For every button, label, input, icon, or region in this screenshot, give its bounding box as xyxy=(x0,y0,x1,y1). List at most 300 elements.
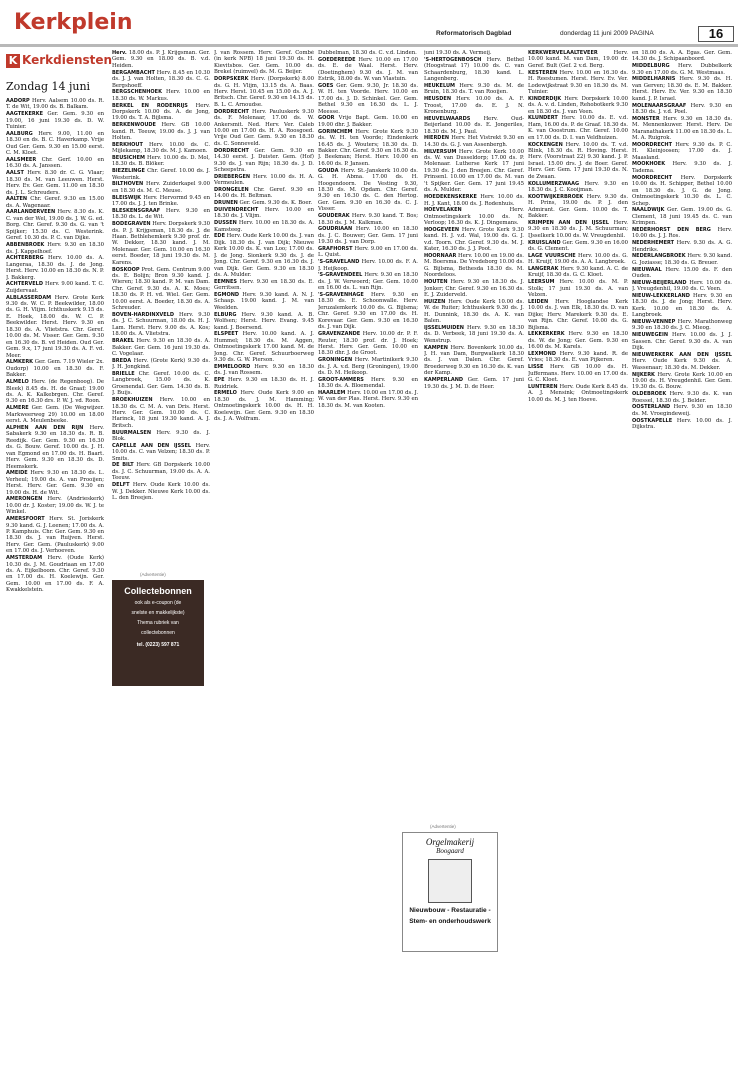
listing-entry xyxy=(6,425,104,470)
listing-entry xyxy=(112,168,210,181)
service-details: Herv. Oude Kerk 8.45 ds. A. J. Mensink; Ontmoetingskerk 10.00 ds. M. J. ten Hoeve. xyxy=(528,383,628,403)
listing-entry xyxy=(112,312,210,338)
listing-entry xyxy=(528,331,628,350)
listing-entry xyxy=(214,76,314,108)
place-name: NAALDWIJK xyxy=(632,207,665,214)
service-details: Ger. Gem. 17 juni 19.30 ds. J. M. D. de Heer. xyxy=(424,377,524,390)
place-name: MIDDELBURG xyxy=(632,63,670,70)
place-name: KESTEREN xyxy=(528,69,558,76)
listing-entry xyxy=(214,174,314,187)
place-name: 'S-HERTOGENBOSCH xyxy=(424,56,482,63)
place-name: BERKHOUT xyxy=(112,141,143,148)
service-details: Herv. 9.30 ds. P. C. H. Kleinjoosen; 17.00 ds. J. Maasland. xyxy=(632,141,732,161)
place-name: GRAFHORST xyxy=(318,245,353,252)
place-name: LEKKERKERK xyxy=(528,331,565,338)
service-details: Herv. Pauluskerk 9.30 ds. F. Molenaar, 17.00 ds. W. Ankersmit. Ned. Herv. Ver. Caleb 10.00 en 17.00 ds. H. A. Roosgoed. Vrije Oud Ger. Gem. 9.30 en 18.30 ds. C. Sonneveld. xyxy=(214,108,314,147)
listing-entry xyxy=(112,371,210,397)
listing-entry xyxy=(632,391,732,404)
listing-entry xyxy=(632,50,732,63)
orgel-line-1: Orgelmakerij xyxy=(425,837,475,847)
service-details: 18.00 ds. P. J. Krijgsman. Ger. Gem. 9.30 en 18.00 ds. B. v.d. Heiden. xyxy=(112,50,210,69)
listing-entry xyxy=(112,430,210,443)
service-details: Herv. 9.30 ds. H. van Gerven; 18.30 ds. E. M. Bakker. Herst. Herv. Ev. Ver. 9.30 en 18.30 kand. J. P. Israel. xyxy=(632,76,732,102)
service-details: Herv. 9.30 en 18.30 ds. A. Bakker. Ger. Gem. 16 juni 19.30 ds. C. Vogelaar. xyxy=(112,338,210,357)
service-details: en 18.00 ds. A. A. Egas. Ger. Gem. 14.30 ds. J. Schipaanboord. xyxy=(632,50,732,63)
listing-entry xyxy=(214,377,314,390)
listing-entry xyxy=(6,405,104,424)
listing-entry xyxy=(424,116,524,135)
kerkdiensten-title: Kerkdiensten xyxy=(22,53,113,67)
place-name: DRONGELEN xyxy=(214,187,249,193)
listing-entry xyxy=(424,299,524,325)
service-details: Herv. 10.00 ds. F. A. J. Heijkoop. xyxy=(318,259,418,272)
listing-entry xyxy=(318,226,418,245)
listing-entry xyxy=(318,390,418,409)
place-name: HILVERSUM xyxy=(424,148,457,155)
place-name: AMERONGEN xyxy=(6,496,43,503)
listing-entry xyxy=(318,50,418,56)
listing-entry xyxy=(6,379,104,405)
place-name: DE BILT xyxy=(112,462,134,469)
service-details: Herv. 10.00 ds. G. H. Kruijf, 19.00 ds. A. A. Langbroek. xyxy=(528,252,628,266)
listing-entry xyxy=(318,129,418,168)
collectebonnen-line-1: ook als e-coupon (de xyxy=(134,600,182,606)
service-details: Herv. Hooglandse Kerk 10.00 ds. J. van Elk, 18.30 ds. D. van Dijke; Herv. Marekerk 9.30 ds. E. van Rijn. Chr. Geref. 10.00 ds. G. Bijlsma. xyxy=(528,298,628,331)
service-details: Herv. GB Dorpskerk 10.00 ds. J. C. Schuurman, 19.00 ds. A. A. Teeuw. xyxy=(112,462,210,482)
place-name: BOSKOOP xyxy=(112,266,140,273)
service-details: Prot. Gem. Centrum 9.00 ds. E. Bolijn; Bron 9.30 kand. J. Wieren; 18.30 kand. P. M. van Dam. Chr. Geref. 9.30 ds. A. K. Moes; 18.30 ds. P. H. vd. Wiel. Ger. Gem. 10.00 eerst. A. Boeder, 18.30 ds. A. Schreuder. xyxy=(112,266,210,312)
service-details: Chr. Geref. 10.00 ds. J. Westerink. xyxy=(112,168,210,181)
place-name: BILTHOVEN xyxy=(112,181,144,188)
header-rule xyxy=(0,44,738,47)
listing-entry xyxy=(632,103,732,116)
service-details: Herv. 8.30 dr. C. G. Vlaar; 18.30 ds. M. van Leeuwen. Herst. Herv. Ev. Ger. Gem. 11.00 en 18.30 ds. J. L. Schreuders. xyxy=(6,170,104,196)
service-details: Herv. Dorpskerk 10.00 ds. H. Schipper, Bethel 10.00 en 18.30 ds. J. G. de Jong. Ontmoetingskerk 10.30 ds. L. C. Schep. xyxy=(632,174,732,207)
service-details: Herv. 10.00 ds. E. v.d. Ham, 16.00 ds. P. de Graaf. 18.30 ds. K. van Ooostrum. Chr. Geref. 10.00 en 17.00 ds. D. I. van Veldhuizen. xyxy=(528,115,628,141)
place-name: LEIDEN xyxy=(528,298,549,305)
listing-entry xyxy=(424,50,524,56)
listing-entry xyxy=(112,338,210,357)
service-details: Herv. 10.00 ds. J. Vreugdenhil, 19.00 ds. C. Veen. xyxy=(632,279,732,293)
listing-entry xyxy=(214,109,314,148)
listing-entry xyxy=(528,279,628,298)
place-name: ALPHEN AAN DEN RIJN xyxy=(6,424,84,431)
listing-entry xyxy=(632,175,732,207)
listing-entry xyxy=(6,111,104,130)
listing-entry xyxy=(632,142,732,161)
service-details: Ger. Gem. 7.19 Wieler 2x. Oudorp) 10.00 en 18.30 ds. F. Bakker. xyxy=(6,359,104,379)
place-name: HUIZEN xyxy=(424,298,446,305)
service-details: Herv. 9.30 ds. J. Blok. xyxy=(112,429,210,443)
orgel-line-2: Boogaard xyxy=(436,847,464,855)
service-details: Herv. 9.30 kand. G. Joziasse; 18.30 ds. G. Breuer. xyxy=(632,253,732,266)
listing-entry xyxy=(424,135,524,148)
place-name: Herv. xyxy=(112,50,127,56)
listing-entry xyxy=(318,57,418,83)
service-details: Herv. 8.30 ds. K. C. van der Wel, 19.00 ds. J. W. G. ed. Borg. Chr. Geref. 9.30 ds. G. van 't Spijker; 15.30 ds. C. Westerink. Geref. 10.30 ds. P. C. van Dijke. xyxy=(6,209,104,242)
service-details: Herv. 10.00 ds. D. Mol, 18.30 ds. B. Blöker. xyxy=(112,155,210,168)
service-details: Dubbelman, 18.30 ds. C. v.d. Linden. xyxy=(318,50,417,56)
service-details: juni 19.30 ds. A. Vermeij. xyxy=(424,50,492,56)
collectebonnen-line-2: snelste en makkelijkste) xyxy=(131,610,185,616)
collectebonnen-line-3: Thema rubriek van xyxy=(137,620,179,626)
service-details: Herv. Sabakerk 9.30 en 18.30 ds. R. B. Reedijk. Ger. Gem. 9.30 en 16.30 ds. G. Bouw. Geref. 10.00 ds. J. H. van Egmond en 17.00 ds. H. Baart. Herv. Gem. 9.30 en 18.30 ds. D. Heemskerk. xyxy=(6,424,104,470)
place-name: HOOGEVEEN xyxy=(424,226,460,233)
service-details: Herv. 10.00 ds. C. van Velzen; 18.30 ds. P. Smits. xyxy=(112,442,210,462)
kerkdiensten-logo-icon: K xyxy=(6,54,20,68)
service-details: Herv. 10.00 en 18.30 ds. W. Markus. xyxy=(112,89,210,102)
listing-entry xyxy=(6,555,104,594)
listing-entry xyxy=(318,213,418,226)
listing-entry xyxy=(6,98,104,111)
place-name: AMEIDE xyxy=(6,470,28,477)
place-name: KOCKENGEN xyxy=(528,141,563,148)
listing-entry xyxy=(632,253,732,266)
place-name: NEDERHORST DEN BERG xyxy=(632,226,711,233)
service-details: Vrije Bapt. Gem. 10.00 en 19.00 dhr. J. Bakker. xyxy=(318,115,418,128)
service-details: Herv. 9.00 kand. T. C. Zuijdervaat. xyxy=(6,281,104,294)
listing-entry xyxy=(318,377,418,390)
service-details: Herv. 9.30 en 18.30 ds. L. Verheul; 19.00 ds. A. van Prooijen; Herst. Herv. Ger. Gem. 9.30 en 19.00 ds. H. de Wit. xyxy=(6,470,104,496)
service-details: Herv. Marathonweg 9.30 en 18.30 ds. J. C. Mieog. xyxy=(632,319,732,332)
service-details: Herv. 10.00 ds. J. J. Ros. xyxy=(632,226,732,240)
place-name: EGMOND xyxy=(214,292,240,299)
place-name: GORINCHEM xyxy=(318,128,353,135)
place-name: BERKEL EN RODENRIJS xyxy=(112,102,188,109)
listing-entry xyxy=(632,418,732,431)
service-details: Herv. Hervormd 9.45 en 17.00 ds. J. J. ten Brinke. xyxy=(112,194,210,208)
place-name: NIEUWEGEIN xyxy=(632,332,669,339)
listing-entry xyxy=(632,404,732,417)
service-details: Herv. 10.00 en 19.00 ds. M. Boersma. De Vredeborg 10.00 ds. G. Bijlsma, Bethesda 18.30 ds. M. Noordeloos. xyxy=(424,253,524,279)
place-name: AMERSFOORT xyxy=(6,516,45,523)
place-name: BERGAMBACHT xyxy=(112,69,155,76)
place-name: GOOR xyxy=(318,115,335,122)
listing-entry xyxy=(112,358,210,371)
listing-entry xyxy=(424,149,524,194)
listing-column-2 xyxy=(112,50,210,1062)
place-name: MOORDRECHT xyxy=(632,141,673,148)
place-name: AALBURG xyxy=(6,130,33,137)
service-details: Herv. 9.30 en 18.30 ds. W. de Jong; Ger. Gem. 9.30 en 16.00 ds. M. Karels. xyxy=(528,331,628,351)
place-name: ERMELO xyxy=(214,390,237,397)
place-name: HIERDEN xyxy=(424,135,450,142)
listing-entry xyxy=(214,292,314,311)
listing-entry xyxy=(424,325,524,344)
listing-entry xyxy=(214,200,314,206)
place-name: BRIELLE xyxy=(112,370,135,377)
place-name: KOLLUMERZWAAG xyxy=(528,180,580,187)
listing-entry xyxy=(112,208,210,221)
advertisement-label-2: (Advertentie) xyxy=(430,824,456,829)
listing-entry xyxy=(112,482,210,501)
listing-entry xyxy=(528,194,628,220)
collectebonnen-line-4: collectebonnen xyxy=(141,630,175,636)
listing-entry xyxy=(318,272,418,291)
service-details: Herv. GB 10.00 kand. R. Teeuw, 19.00 ds. J. J. van Holten. xyxy=(112,122,210,142)
service-details: Herv. 9.30 en 18.30 ds. J. de Jong; Herst. Herv. Kerk. 10.00 en 18.30 ds. A. Langbroek. xyxy=(632,292,732,319)
listing-entry xyxy=(112,443,210,462)
service-details: Herv. 9.30 en 18.30 ds. M. Vroegindeweij. xyxy=(632,404,732,417)
service-details: Herv. Dorpskerk 10.00 ds. A. de Jong, 19.00 ds. T. A. Bijlsma. xyxy=(112,102,210,122)
collectebonnen-ad[interactable] xyxy=(112,580,204,686)
listing-entry xyxy=(6,255,104,281)
listing-entry xyxy=(632,63,732,76)
service-details: Herv. 9.30 en 18.30 ds. J. C. Kooijman. xyxy=(528,180,628,193)
service-details: Ger. Gem. 9.30 en 14.30 eerst. J. Duister. Gem. (Hof) 9.30 ds. J. van Rijn; 18.30 ds. J. D. Scheepstra. xyxy=(214,147,314,174)
collectebonnen-title: Collectebonnen xyxy=(124,586,192,596)
place-name: KAMPERLAND xyxy=(424,377,464,384)
listing-entry xyxy=(112,50,210,69)
place-name: BERGSCHENHOEK xyxy=(112,89,162,96)
listing-entry xyxy=(632,227,732,240)
service-details: Herv. 9.00, 11.00 en 18.30 en ds. B. C. Haverkamp. Vrije Oud Ger. Gem. 9.30 en 15.00 eerst. C. M. Kloet. xyxy=(6,130,104,157)
listing-entry xyxy=(528,96,628,115)
listing-entry xyxy=(112,70,210,89)
service-details: Herv. Grote Kerk 10.00 en 19.00 ds. H. Vreugdenhil. Ger. Gem. 19.30 ds. G. Bouw. xyxy=(632,371,732,391)
listing-entry xyxy=(6,209,104,241)
listing-entry xyxy=(112,397,210,429)
service-details: Chr. Geref. 9.30 en 15.00 ds. A. Wagenaar. xyxy=(6,196,104,209)
listing-entry xyxy=(112,122,210,141)
place-name: BUURMALSEN xyxy=(112,429,152,436)
service-details: Herv. 10.00 en 18.30 ds. J. C. Bouwer; Ger. Gem. 17 juni 19.30 ds. J. van Dorp. xyxy=(318,226,418,246)
service-details: Herv. 9.30 ds. A. G. Hendriks. xyxy=(632,240,732,253)
service-details: Herv. Dorpskerk 10.00 ds. A. v. d. Linden, Rehobotkerk 9.30 en 18.30 ds. J. van Veen. xyxy=(528,95,628,115)
kerkdiensten-heading xyxy=(6,50,113,100)
place-name: GRONINGEN xyxy=(318,357,353,364)
service-details: Herv. Grote Kerk 10.00 ds. W. van Dusseldorp; 17.00 ds. P. Molenaar. Lutherse Kerk 17 juni 19.30 ds. J. den Breejen. Chr. Geref. Prinsenl. 10.00 en 17.00 ds. M. van 't Spijker. Ger. Gem. 17 juni 19.45 ds. A. Mulder. xyxy=(424,148,524,194)
place-name: LUNTEREN xyxy=(528,383,558,390)
place-name: AARLANDERVEEN xyxy=(6,209,56,216)
listing-entry xyxy=(6,281,104,294)
listing-entry xyxy=(112,267,210,312)
place-name: AALSMEER xyxy=(6,156,37,163)
place-name: BRAKEL xyxy=(112,338,135,345)
listing-entry xyxy=(528,220,628,239)
place-name: NEDERHEMERT xyxy=(632,240,675,247)
place-name: HOEVELAKEN xyxy=(424,207,462,214)
listing-column-7 xyxy=(632,50,732,1062)
listing-entry xyxy=(528,266,628,279)
service-details: Herv. 9.30 kand. R. de Vries; 18.30 ds. E. van Pijkeren. xyxy=(528,351,628,364)
listing-entry xyxy=(632,267,732,280)
place-name: BROEKHUIZEN xyxy=(112,397,153,404)
place-name: MOLENAARSGRAAF xyxy=(632,102,687,109)
place-name: KERKWERVELAALTEVEER xyxy=(528,50,598,56)
listing-entry xyxy=(528,364,628,383)
place-name: HOEDEKENSKERKE xyxy=(424,194,477,201)
listing-entry xyxy=(6,295,104,360)
service-details: Herv. 10.00 ds. J. J. Sassen. Chr. Geref. 9.30 ds. A. van Dijk. xyxy=(632,332,732,352)
place-name: GOUDERAK xyxy=(318,213,350,220)
listing-entry xyxy=(424,227,524,253)
place-name: GOUDA xyxy=(318,167,339,174)
orgel-footer: Stem- en onderhoudswerk xyxy=(409,918,491,925)
service-details: Herv. 10.00 ds. A. Langeraa, 18.30 ds. J. de Jong. Herst. Herv. 10.00 en 18.30 ds. N. P. J. Bakkerg. xyxy=(6,255,104,281)
listing-entry xyxy=(632,352,732,371)
service-details: Herv. 10.00 ds. A. F. Troost, 17.00 ds. E. J. N. Kronenburg. xyxy=(424,96,524,115)
listing-entry xyxy=(632,319,732,332)
service-details: Herv. 9.30 kand. T. Bos; 18.30 ds. J. M. Kalkman. xyxy=(318,213,418,226)
service-details: Herv. 9.30 en 18.30 ds. J. M. Schuurman; IJsselkerk 10.00 ds. W. Vreugdenhil. xyxy=(528,219,628,239)
service-details: Chr. Gerf. 10.00 en 16.30 ds. A. Janssen. xyxy=(6,156,104,170)
service-details: Herv. 10.00 en 17.00 ds. J. W. van der Plas. Herst. Herv. 9.30 en 18.30 ds. M. van Kooten. xyxy=(318,390,418,409)
place-name: HOUTEN xyxy=(424,279,448,286)
service-details: Chr. Geref. 10.00 ds. C. Langbroek, 15.00 ds. K. Groenendal. Ger. Gem. 14.30 ds. B. J. Buijs. xyxy=(112,370,210,397)
service-details: Herv. 9.30 en 18.30 ds. D. Verbeek, 18 juni 19.30 ds. A. Wenstrup. xyxy=(424,324,524,344)
listing-entry xyxy=(424,253,524,279)
orgelmakerij-ad[interactable] xyxy=(402,832,498,952)
place-name: DORDRECHT xyxy=(214,108,249,115)
place-name: LISSE xyxy=(528,364,544,371)
listing-entry xyxy=(528,115,628,141)
service-details: Herv. 10.00 ds. H. A. Vermeulen. xyxy=(214,173,314,187)
service-details: Herv. Ontmoetingskerk 10.00 ds. N. Verloop; 16.30 ds. K. J. Dingemans. xyxy=(424,207,524,227)
place-name: HOORNAAR xyxy=(424,253,457,260)
service-details: Herv. 10.00 ds. T. v.d. Blink, 18.30 ds. R. Hoving. Herst. Herv. (Voorstraat 22) 9.30 kand. J. P. Israel. 15.00 drs. J. de Boer. Geref. Herv. Ger. Gem. 17 juni 19.30 ds. N. de Zwaan. xyxy=(528,141,628,180)
service-date: Zondag 14 juni xyxy=(6,80,91,93)
listing-entry xyxy=(424,83,524,96)
place-name: EMMELOORD xyxy=(214,363,251,370)
service-details: Herv. (Grote Kerk) 9.30 ds. J. H. Jongkind. xyxy=(112,357,210,371)
listing-entry xyxy=(632,76,732,102)
place-name: ACHTERVELD xyxy=(6,281,44,288)
service-details: Herv. (Andrieskerk) 10.00 dr. J. Koster; 19.00 ds. W. J. te Winkel. xyxy=(6,496,104,516)
listing-entry xyxy=(214,50,314,76)
service-details: Herv. Zuiderkapel 9.00 en 18.30 ds. M. C. Meuse. xyxy=(112,181,210,194)
listing-entry xyxy=(318,115,418,128)
listing-entry xyxy=(6,196,104,209)
listing-entry xyxy=(112,195,210,208)
page-number: 16 xyxy=(698,26,734,42)
service-details: Herv. Martinikerk 9.30 ds. J. A. v.d. Berg (Groningen), 19.00 ds. D. M. Heikoop. xyxy=(318,357,418,377)
service-details: Herv. 10.00 ds. H. J. Kant, 18.00 ds. J. Rodenhuis. xyxy=(424,194,524,207)
place-name: EPE xyxy=(214,377,225,384)
place-name: KRIMPEN AAN DEN IJSSEL xyxy=(528,219,609,226)
listing-entry xyxy=(6,131,104,157)
listing-entry xyxy=(424,57,524,83)
place-name: GROOT-AMMERS xyxy=(318,376,364,383)
place-name: NIEUWAAL xyxy=(632,266,662,273)
listing-entry xyxy=(112,142,210,155)
service-details: Herv. 9.30 en 18.30 ds. J. Jonker; Chr. Geref. 9.30 en 16.30 ds. E. J. Zuiderveld. xyxy=(424,279,524,299)
service-details: Herv. Dorpskerk 9.30 ds. P. J. Krijgsman, 18.30 ds. J. de Haan. Bethlehemkerk 9.30 prof. dr. W. Dekker, 18.30 kand. J. M. Molenaar. Ger. Gem. 10.00 en 16.30 eerst. Boeder, 18 juni 19.30 ds. M. Karens. xyxy=(112,221,210,266)
place-name: IJSSELMUIDEN xyxy=(424,324,464,331)
place-name: ACHTERBERG xyxy=(6,255,44,262)
listing-column-6 xyxy=(528,50,628,1062)
service-details: Herv. 9.30 ds. J. Tadema. xyxy=(632,161,732,174)
service-details: Herv. 10.00 dr. P. F. Reuter, 18.30 prof. dr. J. Hoek; Herst. Herv. Ger. Gem. 10.00 en 18.30 dhr. J. de Groot. xyxy=(318,331,418,357)
place-name: BREDA xyxy=(112,357,132,364)
listing-entry xyxy=(318,259,418,272)
place-name: ELBURG xyxy=(214,311,237,318)
service-details: Ger. Gem. 9.30 en 16.00 ds. G. Clement. xyxy=(528,239,628,252)
place-name: BERKENWOUDE xyxy=(112,122,156,129)
place-name: KLUNDERT xyxy=(528,115,558,122)
listing-entry xyxy=(214,312,314,331)
service-details: Herv. 10.00 ds. C. Mijlekamp, 18.30 ds. M. J. Kamoen. xyxy=(112,141,210,155)
place-name: DUSSEN xyxy=(214,220,237,227)
collectebonnen-phone: tel. (0223) 597 871 xyxy=(136,642,180,648)
listing-entry xyxy=(632,161,732,174)
service-details: Herv. 9.30 en 18.30 ds. J. Kappelhoef. xyxy=(6,242,104,255)
service-details: Herv. 9.30 en 18.30 ds. H. J. Ruidriek. xyxy=(214,377,314,390)
listing-entry xyxy=(214,233,314,278)
organ-image-icon xyxy=(428,859,472,903)
page-header xyxy=(0,0,738,44)
listing-entry xyxy=(214,331,314,363)
service-details: Herv. 9.30 en 18.30 ds. J. W. Verwoerd; Ger. Gem. 10.00 en 16.00 ds. L. van Rijn. xyxy=(318,272,418,292)
place-name: DORPSKERK xyxy=(214,76,249,83)
place-name: OOSTKAPELLE xyxy=(632,417,673,424)
service-details: Herv. 9.30 en 18.30 ds. E. Gerritsen. xyxy=(214,278,314,292)
service-details: J. van Rossem. Herv. Geref. Combé (in kerk NPB) 18 juni 19.30 ds. H. Kievitsbos. Ger. Gem. 10.00 ds. Brekel (ruimvel) ds. M. G. Beijer. xyxy=(214,50,314,76)
listing-column-1 xyxy=(6,98,104,1062)
service-details: Herv. 9.30 en 18.30 ds. A. Bloemendal. xyxy=(318,376,418,390)
service-details: Herv. Bovenkerk 10.00 ds. J. H. van Dam, Burgwalkerk 18.30 ds. J. van Dalen. Chr. Geref. Broederweg 9.30 en 16.30 ds. K. van der Kamp. xyxy=(424,344,524,377)
service-details: Herv. 10.00 en 17.00 ds. E. de Waal. Herst. Herv. (Doetinghem) 9.30 ds. J. M. van Estrik, 18.00 ds. W. van Vlastuin. xyxy=(318,56,418,83)
listing-entry xyxy=(528,384,628,403)
place-name: OOSTERLAND xyxy=(632,404,671,411)
service-details: Herv. Oud-Beijerland 10.00 ds. E. Jongeriles, 18.30 ds. M. J. Paul. xyxy=(424,115,524,135)
listing-entry xyxy=(318,168,418,213)
place-name: MOORDRECHT xyxy=(632,174,673,181)
listing-entry xyxy=(528,70,628,96)
place-name: AMSTERDAM xyxy=(6,555,43,562)
service-details: Herv. (de Regenboog). De Bleek) 8.45 ds. H. de Graaf; 19.00 ds. A. K. Kalkebrgen. Chr. Geref. 9.30 en 16.30 drs. P. W. J. vd. Roon. xyxy=(6,379,104,405)
listing-entry xyxy=(318,292,418,331)
listing-entry xyxy=(318,246,418,259)
listing-entry xyxy=(214,390,314,422)
service-details: Herv. 9.30 ds. H. Prins, 19.00 ds. P. J. den Admirant. Ger. Gem. 10.00 ds. T. Bakker. xyxy=(528,193,628,220)
service-details: Herv. Oude Kerk 10.00 ds. J. van Dijk. 18.30 ds. J. van Dijk; Nieuwe Kerk 10.00 ds. K. van Loo; 17.00 ds. J. de Jong. Sionkerk 9.30 ds. J. de Jong. Chr. Geref. 9.30 en 16.30 ds. J. van Dijk. Ger. Gem. 9.30 en 18.30 ds. A. Mulder. xyxy=(214,233,314,279)
service-details: Herv. Grote Kerk 9.30 ds. W. C. P. Beekwilder, 18.00 ds. G. H. Vlijm. Ichthuskerk 9.15 ds. E. Hoek, 18.00 ds. W. C. P. Beekwilder. Herst. Herv. 9.30 en 18.30 ds. A. Vlietstra. Chr. Geref. 10.00 ds. M. Visser. Ger. Gem. 9.30 en 16.30 ds. B. vd Heiden. Oud Ger. Gem. 9.x, 17 juni 19.30 ds. A. F. vd. Meer. xyxy=(6,294,104,359)
service-details: Herv. Bethel (Hoogstraat 17) 10.00 ds. C. van Schaardenburg, 18.30 kand. L. Langenberg. xyxy=(424,56,524,83)
service-details: Herv. 8.45 en 10.30 ds. J. J. van Holten, 18.30 ds. C. G. Bergshoeff. xyxy=(112,69,210,89)
place-name: EDE xyxy=(214,233,225,240)
listing-entry xyxy=(528,351,628,364)
service-details: Herv. Grote Kerk 9.30 ds. W. H. ten Voorde; Eindenkerk 16.45 ds. J. Wouters; 18.30 ds. D. Bakker. Chr. Geref. 9.30 en 16.30 ds. J. Beekman; Herst. Herv. 10.00 en 16.00 ds. P. Jansen. xyxy=(318,128,418,167)
listing-entry xyxy=(528,299,628,331)
place-name: HAARLEM xyxy=(318,390,346,397)
service-details: Ger. Gem. 9.30 ds. K. Boer. xyxy=(239,200,313,207)
section-title: Kerkplein xyxy=(14,10,133,35)
place-name: ELSPEET xyxy=(214,331,239,338)
place-name: NIEUW-LEKKERLAND xyxy=(632,292,690,299)
place-name: AALTEN xyxy=(6,196,28,203)
service-details: Herv. 9.30 kand. A. B. Wolfsen; Herst. Herv. Evang. 9.45 kand. J. Boersend. xyxy=(214,311,314,331)
service-details: Herv. Aalsem 10.00 ds. R. T. de Wit, 19.00 ds. B. Balkam. xyxy=(6,98,104,111)
service-details: Herv. 9.30 kand. A. N. J. Schaap. 19.00 kand. J. M. van Weelden. xyxy=(214,292,314,311)
place-name: ABBENBROEK xyxy=(6,242,45,249)
service-details: Herv. 15.00 ds. F. den Ouden. xyxy=(632,266,732,279)
listing-entry xyxy=(112,155,210,168)
place-name: BLEISWIJK xyxy=(112,194,141,201)
service-details: Herv. Dubbelkerk 9.30 en 17.00 ds. G. M. Westmaas. xyxy=(632,63,732,76)
listing-entry xyxy=(112,89,210,102)
service-details: Ger. Gem. 19.00 ds. G. Clement, 18 juni 19.45 ds. C. van Krimpen. xyxy=(632,207,732,227)
service-details: Chr. Geref. 9.30 en 14.00 ds. H. Beltman. xyxy=(214,187,314,200)
listing-entry xyxy=(6,496,104,515)
place-name: NIEUW-VENNEP xyxy=(632,319,676,326)
service-details: Herv. 9.30 ds. M. de Bruin, 18.30 ds. T. van Rooijen. xyxy=(424,82,524,96)
listing-entry xyxy=(214,207,314,220)
service-details: Herv. 9.30 en 18.30 ds. J. van Rossem. xyxy=(214,363,314,377)
place-name: HEUVELWAARDS xyxy=(424,115,471,122)
listing-entry xyxy=(6,157,104,170)
service-details: Herv. 10.00 kand. M. van Dam, 19.00 dr. Geref. Bult (Gef. 2 v.d. Berg. xyxy=(528,50,628,69)
